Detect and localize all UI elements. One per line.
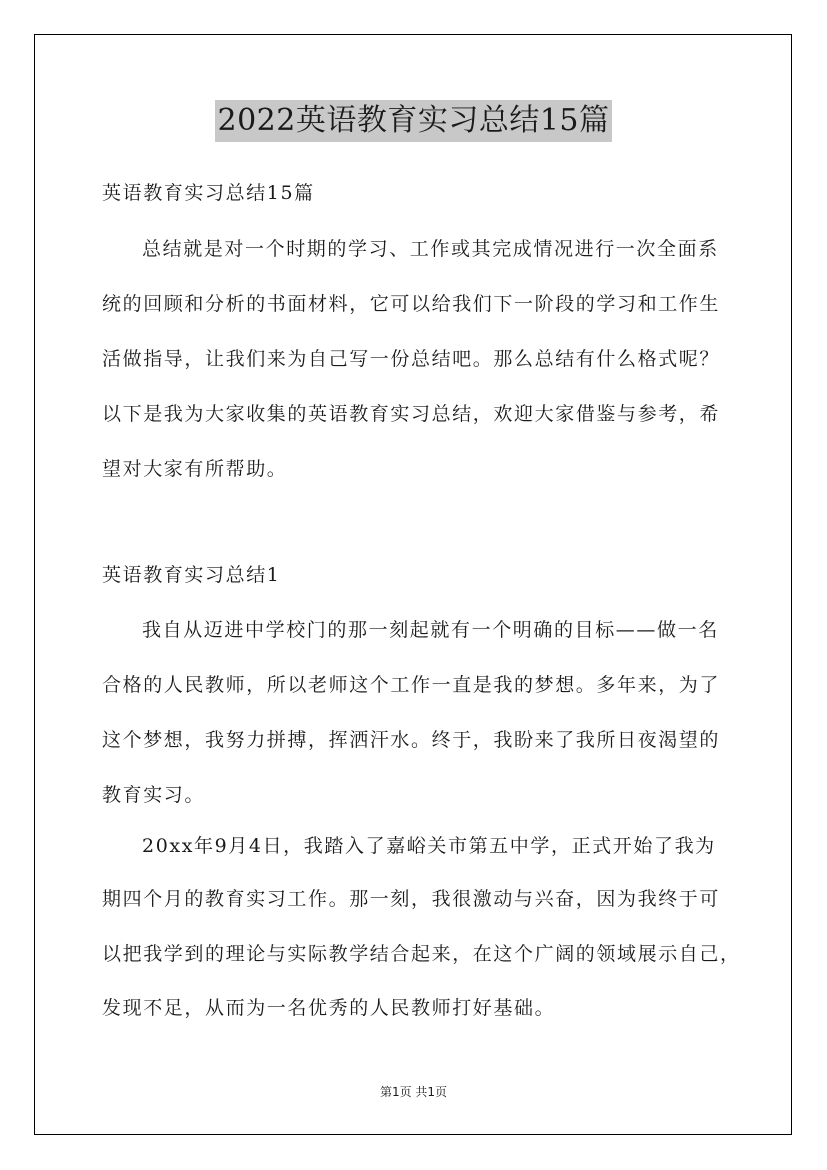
paragraph-line: 活做指导，让我们来为自己写一份总结吧。那么总结有什么格式呢？ <box>102 348 721 370</box>
paragraph-line: 期四个月的教育实习工作。那一刻，我很激动与兴奋，因为我终于可 <box>102 888 721 910</box>
paragraph-line: 统的回顾和分析的书面材料，它可以给我们下一阶段的学习和工作生 <box>102 293 721 315</box>
page-footer: 第1页 共1页 <box>379 1085 448 1099</box>
title-container <box>0 100 827 142</box>
paragraph-line: 20xx年9月4日，我踏入了嘉峪关市第五中学，正式开始了我为 <box>142 835 716 857</box>
paragraph-line: 以把我学到的理论与实际教学结合起来，在这个广阔的领域展示自己， <box>102 943 741 965</box>
paragraph-line: 合格的人民教师，所以老师这个工作一直是我的梦想。多年来，为了 <box>102 674 721 696</box>
paragraph-line: 总结就是对一个时期的学习、工作或其完成情况进行一次全面系 <box>142 238 719 260</box>
paragraph-line: 发现不足，从而为一名优秀的人民教师打好基础。 <box>102 997 556 1019</box>
paragraph-line: 这个梦想，我努力拼搏，挥洒汗水。终于，我盼来了我所日夜渴望的 <box>102 729 721 751</box>
section-heading: 英语教育实习总结1 <box>102 564 281 586</box>
document-title: 2022英语教育实习总结15篇 <box>215 100 611 142</box>
paragraph-line: 我自从迈进中学校门的那一刻起就有一个明确的目标——做一名 <box>142 619 719 641</box>
paragraph-line: 教育实习。 <box>102 784 206 806</box>
paragraph-line: 以下是我为大家收集的英语教育实习总结，欢迎大家借鉴与参考，希 <box>102 403 721 425</box>
subtitle-heading: 英语教育实习总结15篇 <box>102 182 315 204</box>
paragraph-line: 望对大家有所帮助。 <box>102 458 288 480</box>
